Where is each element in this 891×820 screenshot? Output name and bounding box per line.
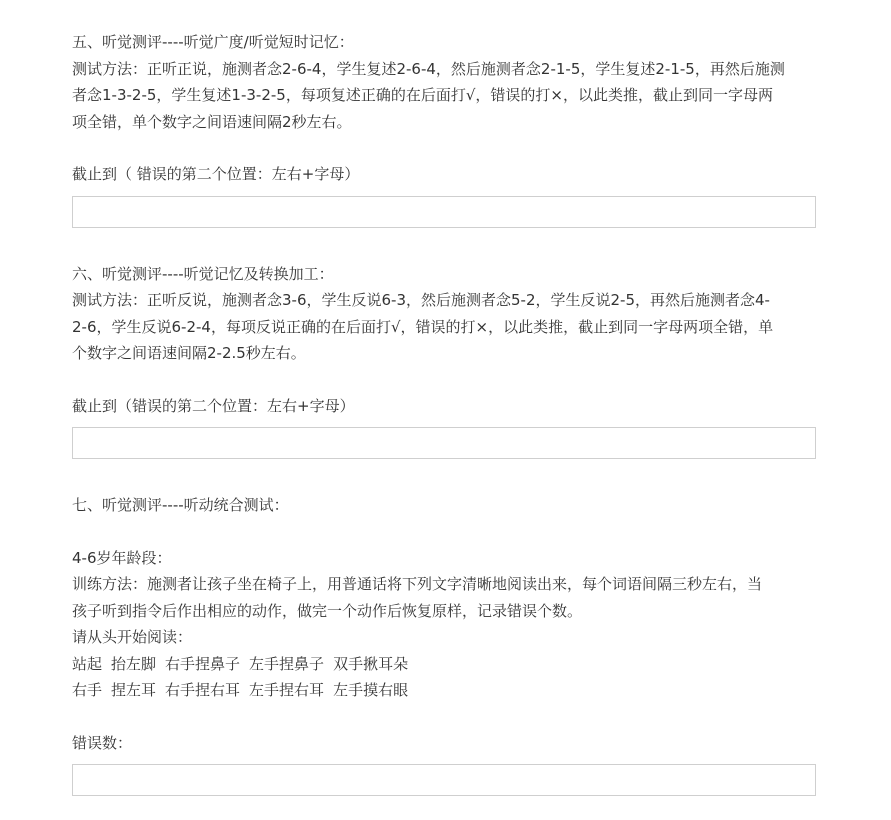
error-count-input[interactable] [72,764,816,796]
section-title: 七、听觉测评----听动统合测试： [72,496,289,514]
command-word: 抬左脚 [111,654,157,673]
section-auditory-motor [72,492,891,796]
method-text-line: 训练方法：施测者让孩子坐在椅子上，用普通话将下列文字清晰地阅读出来，每个词语间隔三秒左右，当 [72,575,763,593]
command-word: 捏左耳 [111,681,157,699]
command-row-1 [72,651,891,678]
command-word: 右手 [72,681,103,699]
command-word: 站起 [72,654,103,673]
section-auditory-span [72,29,891,228]
section-auditory-memory [72,261,891,460]
method-text-line: 者念1-3-2-5，学生复述1-3-2-5，每项复述正确的在后面打√，错误的打×，以此类推，截止到同一字母两 [72,86,773,104]
command-word: 左手捏右耳 [249,681,325,699]
command-row-2 [72,677,891,704]
cutoff-label: 截止到（ 错误的第二个位置：左右+字母） [72,165,360,183]
read-prompt: 请从头开始阅读： [72,628,193,646]
command-word: 左手摸右眼 [333,681,409,699]
command-word: 双手揪耳朵 [333,654,409,673]
command-word: 右手捏鼻子 [165,654,241,673]
method-text-line: 项全错，单个数字之间语速间隔2秒左右。 [72,112,352,131]
method-text-line: 2-6，学生反说6-2-4，每项反说正确的在后面打√，错误的打×，以此类推，截止到同一字母两项全错，单 [72,317,774,336]
cutoff-input-section6[interactable] [72,427,816,459]
section-title: 六、听觉测评----听觉记忆及转换加工： [72,264,334,283]
command-word: 左手捏鼻子 [249,654,325,673]
method-text-line: 测试方法：正听反说，施测者念3-6，学生反说6-3，然后施测者念5-2，学生反说2-5，再然后施测者念4- [72,291,770,309]
section-title: 五、听觉测评----听觉广度/听觉短时记忆： [72,33,354,51]
command-word: 右手捏右耳 [165,681,241,699]
method-text-line: 孩子听到指令后作出相应的动作，做完一个动作后恢复原样，记录错误个数。 [72,601,583,620]
cutoff-label: 截止到（错误的第二个位置：左右+字母） [72,396,355,415]
method-text-line: 个数字之间语速间隔2-2.5秒左右。 [72,344,306,362]
cutoff-input-section5[interactable] [72,196,816,228]
error-count-label: 错误数： [72,733,133,752]
method-text-line: 测试方法：正听正说，施测者念2-6-4，学生复述2-6-4，然后施测者念2-1-5，学生复述2-1-5，再然后施测 [72,59,785,78]
age-group-label: 4-6岁年龄段： [72,548,172,567]
